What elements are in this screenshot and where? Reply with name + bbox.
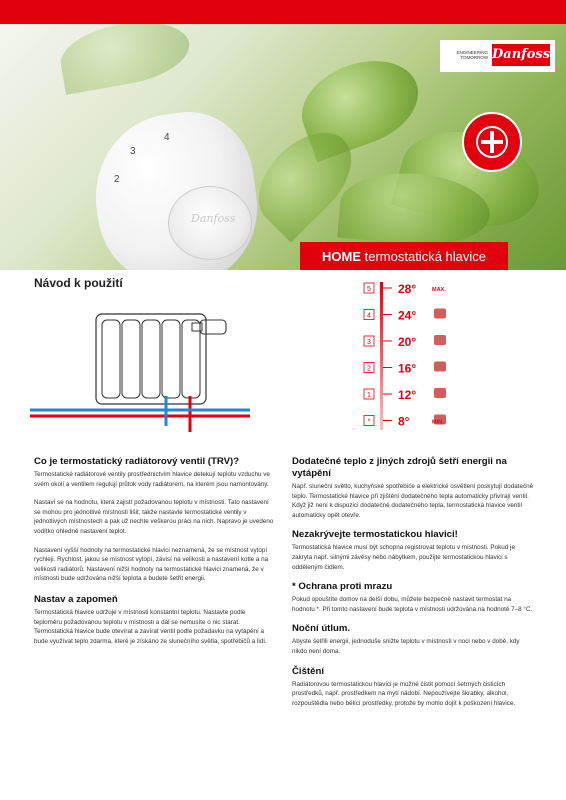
room-icon: [434, 362, 446, 372]
paragraph: Radiátorovou termostatickou hlavici je možné čistit pomocí šetrných čisticích prostředků, např. prostředkem na mytí nádobí. Nepoužívejte škrabky, alkohol, rozpouštědla nebo bělící prostředky, protože by mohlo dojít k poškození hlavice.: [292, 680, 516, 707]
radiator-fin: [102, 320, 120, 398]
room-icon: [434, 309, 446, 319]
radiator-fin: [142, 320, 160, 398]
section-title: Nastav a zapomeň: [34, 593, 118, 605]
left-column: [34, 456, 274, 655]
right-column: [292, 456, 534, 717]
leaf-decoration: [56, 24, 194, 95]
scale-bar: [380, 282, 383, 430]
scale-temperature: 8°: [398, 414, 410, 429]
danfoss-logo[interactable]: Danfoss: [492, 44, 550, 66]
paragraph: Termostatické radiátorové ventily prostřednictvím hlavice detekují teplotu vzduchu ve svém okolí a ventilem regulují průtok vody radiátorem, na kterém jsou namontovány.: [34, 471, 270, 488]
radiator-outline: [96, 314, 206, 404]
paragraph: Pokud opouštíte domov na delší dobu, můžete bezpečně nastavit termostat na hodnotu *. Při tomto nastavení bude teplota v místnosti udržována na hodnotě 7–8 °C.: [292, 596, 533, 613]
scale-number: 2: [367, 365, 371, 373]
manual-title: Návod k použití: [34, 276, 123, 290]
hero-image: [0, 24, 566, 270]
radiator-fin: [162, 320, 180, 398]
product-title-bold: HOME: [322, 249, 361, 264]
dial-number: 4: [164, 132, 170, 143]
paragraph: Termostatická hlavice udržuje v místnosti konstantní teplotu. Nastavte podle teploměru požadovanou teplotu v místnosti a dál se nemusíte o nic starat. Termostatická hlavice bude otevírat a zavírat ventil podle požadavku na vytápění a bude využívat teplo zdarma, které je získáno ze slunečního světla, spotřebičů a lidí.: [34, 608, 267, 645]
thermostat-head-image: [96, 94, 266, 270]
footer: [0, 752, 566, 800]
room-icon: [434, 388, 446, 398]
section-title: Nezakrývejte termostatickou hlavici!: [292, 529, 458, 541]
section-title: Co je termostatický radiátorový ventil (TRV)?: [34, 456, 240, 467]
room-icon: [434, 335, 446, 345]
scale-temperature: 24°: [398, 308, 417, 323]
cap-logo: Danfoss: [191, 212, 236, 225]
section-title: Čištění: [292, 665, 324, 677]
scale-temperature: 20°: [398, 335, 417, 349]
paragraph: Termostatická hlavice musí být schopna registrovat teplotu v místnosti. Pokud je zakryta např. silnými závěsy nebo nábytkem, použijte termostatickou hlavici s odděleným čidlem.: [292, 544, 515, 571]
tagline: ENGINEERING TOMORROW: [456, 50, 488, 60]
scale-number: 4: [367, 312, 371, 320]
paragraph: Např. sluneční světlo, kuchyňské spotřebiče a elektrické osvětlení poskytují dodatečné teplo. Termostatické hlavice při zjištění dodatečného tepla automaticky přivírají ventil. Když již není k dispozici dodatečné dodatečného tepla, termostatická hlavice ventil automaticky opět otevře.: [292, 483, 534, 519]
dial-number: 2: [114, 174, 120, 185]
scale-label: MAX.: [432, 287, 446, 293]
product-title-banner: [300, 242, 508, 270]
scale-temperature: 12°: [398, 388, 417, 402]
scale-number: 5: [367, 286, 371, 293]
scale-temperature: 16°: [398, 361, 417, 376]
dial-number: 3: [130, 146, 136, 157]
scale-number: 3: [367, 339, 371, 346]
scale-temperature: 28°: [398, 282, 417, 296]
product-title-light: termostatická hlavice: [364, 249, 487, 264]
paragraph: Nastaví se na hodnotu, která zajistí požadovanou teplotu v místnosti. Tato nastavení se mohou pro jednotlivé místnosti lišit, takže nastavte termostatické ventily v jednotlivých místnostech a pak už nechte veškerou práci na nich. Napravo je uvedeno vodítko ohledně nastavení teplot.: [34, 499, 274, 535]
radiator-diagram: [30, 296, 250, 436]
section-title: Noční útlum.: [292, 623, 351, 635]
scale-label: MIN.: [432, 419, 444, 426]
paragraph: Nastavení vyšší hodnoty na termostatické hlavici neznamená, že se místnost vytopí rychleji. Rychlost, jakou se místnost vytopí, závisí na velikosti a nastavení kotle a na velikosti radiátorů. Nastavení nižší hodnoty na termostatické hlavici znamená, že v místnosti bude udržována nižší teplota a budete šetřit energii.: [34, 546, 269, 583]
section-title: Dodatečné teplo z jiných zdrojů šetří energii na vytápění: [292, 456, 507, 479]
scale-number: *: [367, 418, 371, 426]
temperature-scale: [360, 278, 510, 438]
top-bar: [0, 0, 566, 24]
quality-seal-icon: [462, 112, 522, 172]
radiator-fin: [122, 320, 140, 398]
radiator-fin: [182, 320, 200, 398]
paragraph: Abyste šetřili energii, jednoduše snižte teplotu v místnosti v noci nebo v době, kdy nikdo není doma.: [292, 638, 520, 655]
scale-number: 1: [367, 392, 371, 399]
valve-head-icon: [200, 320, 226, 334]
section-title: * Ochrana proti mrazu: [292, 581, 393, 593]
